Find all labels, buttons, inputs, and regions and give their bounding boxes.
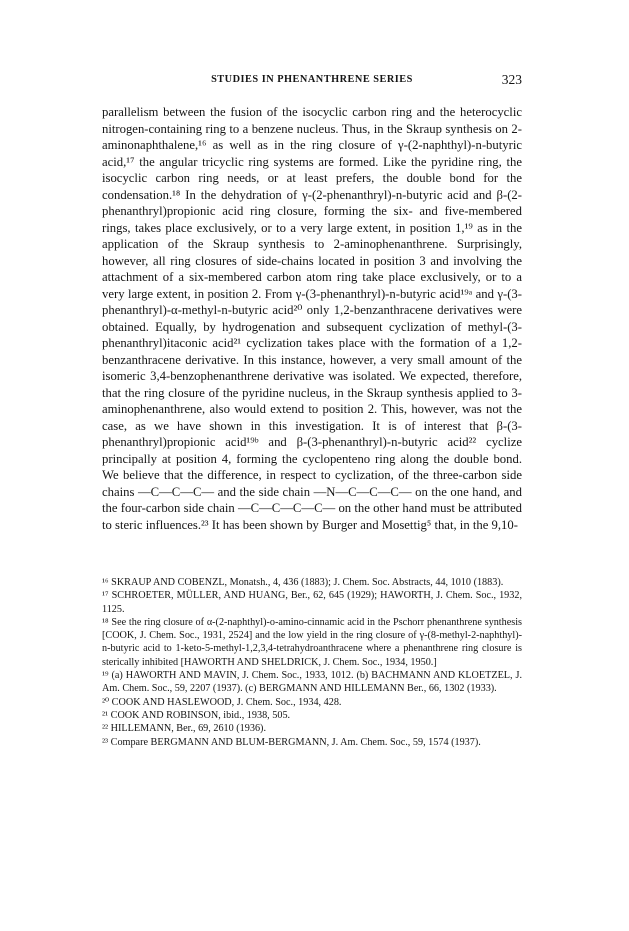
footnote-20: ²⁰ COOK AND HASLEWOOD, J. Chem. Soc., 1934, 428.: [102, 696, 342, 708]
footnotes: [102, 576, 522, 749]
footnote-18: ¹⁸ See the ring closure of α-(2-naphthyl)-o-amino-cinnamic acid in the Pschorr phenanthrene synthesis [COOK, J. Chem. Soc., 1931, 2524] and the low yield in the ring closure of γ-(8-methyl-2-naphthyl)-n-butyric acid to 1-keto-5-methyl-1,2,3,4-tetrahydroanthracene where a phenanthrene ring closure is sterically inhibited [HAWORTH AND SHELDRICK, J. Chem. Soc., 1934, 1950.]: [102, 616, 522, 668]
footnote-17: ¹⁷ SCHROETER, MÜLLER, AND HUANG, Ber., 62, 645 (1929); HAWORTH, J. Chem. Soc., 1932, 1125.: [102, 590, 522, 615]
page-number: 323: [501, 72, 522, 87]
footnote-16: ¹⁶ SKRAUP AND COBENZL, Monatsh., 4, 436 (1883); J. Chem. Soc. Abstracts, 44, 1010 (1883).: [102, 577, 504, 588]
footnote-22: ²² HILLEMANN, Ber., 69, 2610 (1936).: [102, 723, 266, 735]
body-paragraph: parallelism between the fusion of the isocyclic carbon ring and the heterocyclic nitrogen-containing ring to a benzene nucleus. Thus, in the Skraup synthesis on 2-aminonaphthalene,¹⁶ as well as in the ring closure of γ-(2-naphthyl)-n-butyric acid,¹⁷ the angular tricyclic ring systems are formed. Like the pyridine ring, the isocyclic carbon ring needs, or at least prefers, the double bond for the condensation.¹⁸ In the dehydration of γ-(2-phenanthryl)-n-butyric acid and β-(2-phenanthryl)propionic acid ring closure, forming the six- and five-membered rings, takes place exclusively, or to a very large extent, in position 1,¹⁹ as in the application of the Skraup synthesis to 2-aminophenanthrene. Surprisingly, however, all ring closures of side-chains located in position 3 and involving the attachment of a six-membered carbon atom ring take place exclusively, or to a very large extent, in position 2. From γ-(3-phenanthryl)-n-butyric acid¹⁹ᵃ and γ-(3-phenanthryl)-α-methyl-n-butyric acid²⁰ only 1,2-benzanthracene derivatives were obtained. Equally, by hydrogenation and subsequent cyclization of methyl-(3-phenanthryl)itaconic acid²¹ cyclization takes place with the formation of a 1,2-benzanthracene derivative. In this instance, however, a very small amount of the isomeric 3,4-benzophenanthrene derivative was isolated. We expected, therefore, that the ring closure of the pyridine nucleus, in the Skraup synthesis applied to 3-aminophenanthrene, also would extend to position 2. This, however, was not the case, as we have shown in this investigation. It is of interest that β-(3-phenanthryl)propionic acid¹⁹ᵇ and β-(3-phenanthryl)-n-butyric acid²² cyclize principally at position 4, forming the cyclopenteno ring along the double bond. We believe that the difference, in respect to cyclization, of the three-carbon side chains —C—C—C— and the side chain —N—C—C—C— on the one hand, and the four-carbon side chain —C—C—C—C— on the other hand must be attributed to steric influences.²³ It has been shown by Burger and Mosettig⁵ that, in the 9,10-: [102, 105, 522, 532]
footnote-19: ¹⁹ (a) HAWORTH AND MAVIN, J. Chem. Soc., 1933, 1012. (b) BACHMANN AND KLOETZEL, J. Am. Chem. Soc., 59, 2207 (1937). (c) BERGMANN AND HILLEMANN Ber., 66, 1302 (1933).: [102, 670, 522, 695]
running-title: STUDIES IN PHENANTHRENE SERIES: [211, 74, 413, 85]
footnote-21: ²¹ COOK AND ROBINSON, ibid., 1938, 505.: [102, 709, 291, 721]
page-header: [102, 70, 522, 90]
footnote-23: ²³ Compare BERGMANN AND BLUM-BERGMANN, J. Am. Chem. Soc., 59, 1574 (1937).: [102, 736, 481, 748]
